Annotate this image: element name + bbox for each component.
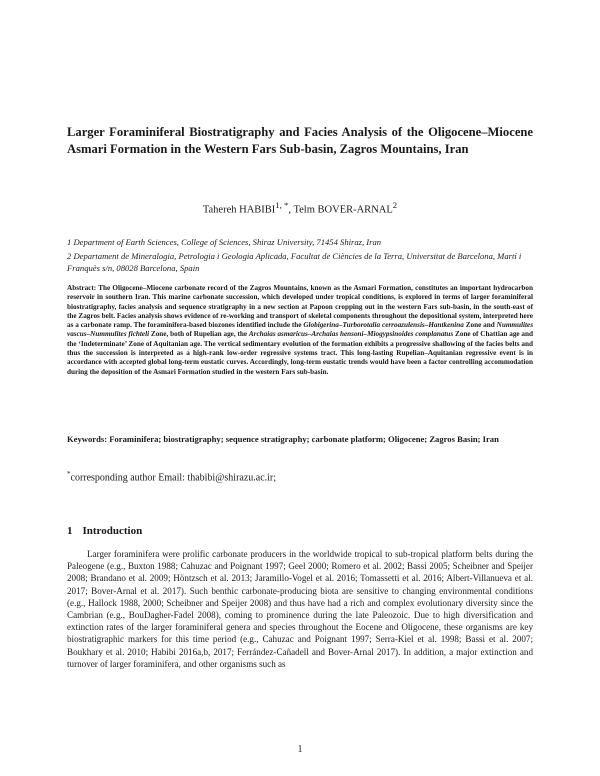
page-number: 1 [297,744,303,755]
corresponding-author-email: corresponding author Email: thabibi@shirazu.ac.ir; [70,472,277,484]
paper-title: Larger Foraminiferal Biostratigraphy and Facies Analysis of the Oligocene–Miocene Asmari Formation in the Western Fars Sub-basin, Zagros Mountains, Iran [67,125,533,156]
intro-paragraph: Larger foraminifera were prolific carbonate producers in the worldwide tropical to sub-tropical platform belts during the Paleogene (e.g., Buxton 1988; Cahuzac and Poignant 1997; Geel 2000; Romero et al. 2002; Bassi 2005; Scheibner and Speijer 2008; Brandano et al. 2009; Höntzsch et al. 2013; Jaramillo-Vogel et al. 2016; Tomassetti et al. 2016; Albert-Villanueva et al. 2017; Bover-Arnal et al. 2017). Such benthic carbonate-producing biota are sensitive to changing environmental conditions (e.g., Hallock 1988, 2000; Scheibner and Speijer 2008) and thus have had a rich and complex evolutionary diversity since the Cambrian (e.g., BouDagher-Fadel 2008), coming to prominence during the late Paleozoic. Due to high diversification and extinction rates of the larger foraminiferal genera and species throughout the Eocene and Oligocene, these organisms are key biostratigraphic markers for this time period (e.g., Cahuzac and Poignant 1997; Serra-Kiel et al. 1998; Bassi et al. 2007; Boukhary et al. 2010; Habibi 2016a,b, 2017; Ferrández-Cañadell and Bover-Arnal 2017). In addition, a major extinction and turnover of larger foraminifera, and other organisms such as [67,549,533,669]
abstract-text: Zone of Chattian age and the ‘Indeterminate’ Zone of Aquitanian age. The vertical sedimentary evolution of the formation exhibits a progressive shallowing of the facies belts and thus the succession is interpreted as a high-rank low-order regressive systems tract. This long-lasting Rupelian–Aquitanian regressive event is in accordance with accepted global long-term eustatic curves. Accordingly, long-term eustatic trends would have been a factor controlling accommodation during the deposition of the Asmari Formation studied in the western Fars sub-basin. [67,330,534,376]
biozone-name: Archaias asmaricus–Archaias hensoni–Miogypsinoides complanatus [248,330,454,339]
author-affiliation-mark: 1, * [275,200,289,210]
keywords-text: Foraminifera; biostratigraphy; sequence stratigraphy; carbonate platform; Oligocene; Zagros Basin; Iran [107,434,499,444]
biozone-name: Nummulites vascus–Nummulites fichteli [67,321,533,339]
author-affiliation-mark: 2 [392,200,398,210]
abstract-label: Abstract: [67,284,97,292]
abstract [67,284,533,377]
section-title: Introduction [82,525,143,537]
author-list [0,200,600,216]
section-number: 1 [67,525,73,537]
abstract-text: Zone and [463,321,497,330]
section-heading-introduction [67,525,142,537]
affiliation-1: 1 Department of Earth Sciences, College of Sciences, Shiraz University, 71454 Shiraz, Iran [67,237,382,247]
affiliation-2: 2 Departament de Mineralogia, Petrologia i Geologia Aplicada, Facultat de Ciències de la Terra, Universitat de Barcelona, Martí i Franquès s/n, 08028 Barcelona, Spain [67,251,522,273]
author-separator: , [288,204,294,216]
author-name: Tahereh HABIBI [202,204,276,216]
abstract-text: Zone, both of Rupelian age, the [149,330,249,339]
footnote-mark: * [67,470,71,478]
abstract-text: The Oligocene–Miocene carbonate record of the Zagros Mountains, known as the Asmari Formation, constitutes an important hydrocarbon reservoir in southern Iran. This marine carbonate succession, which developed under tropical conditions, is explored in terms of larger foraminiferal biostratigraphy, facies analysis and sequence stratigraphy in a new section at Papoon cropping out in the western Fars sub-basin, in the south-east of the Zagros belt. Facies analysis shows evidence of re-working and transport of skeletal components throughout the depositional system, interpreted here as a carbonate ramp. The foraminifera-based biozones identified include the [67,284,533,330]
author-name: Telm BOVER-ARNAL [293,204,393,216]
biozone-name: Globigerina–Turborotalia cerroazulensis–Hantkenina [303,321,464,330]
keywords-label: Keywords: [67,434,108,444]
corresponding-author-note [67,470,533,483]
keywords [67,433,533,445]
